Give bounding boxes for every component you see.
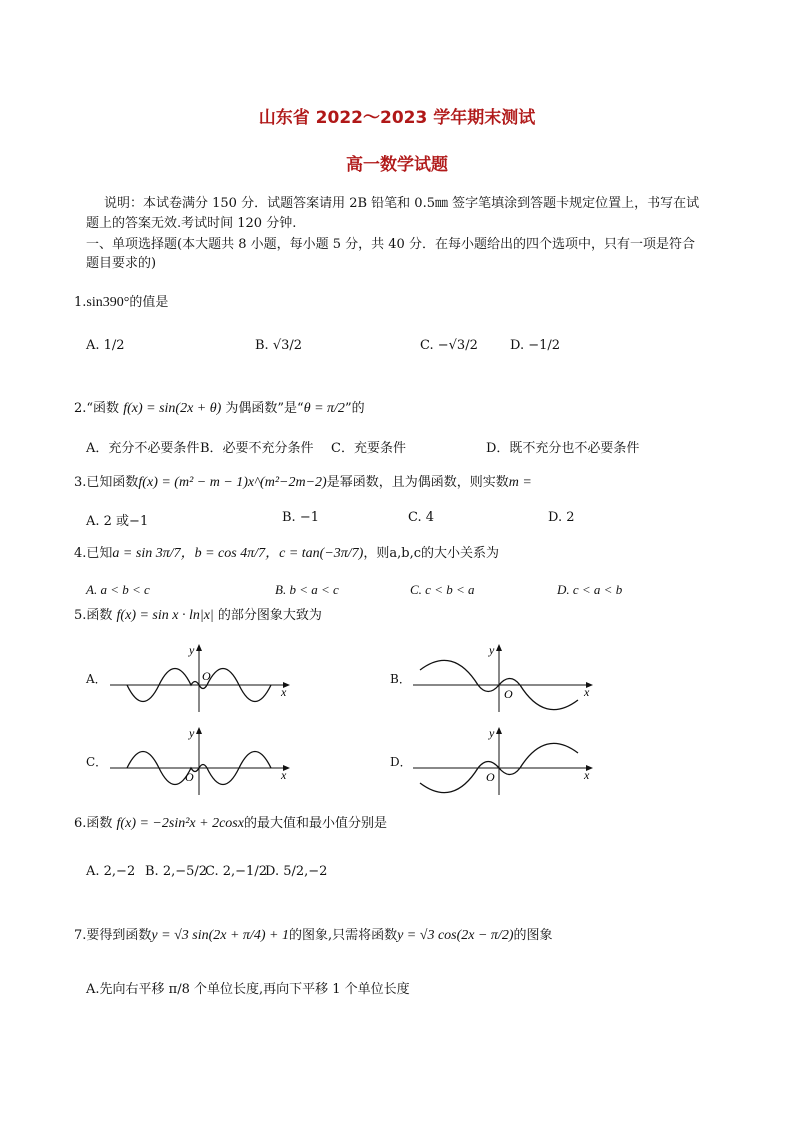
svg-text:x: x — [281, 685, 287, 699]
question-3-option-b[interactable]: B. −1 — [282, 510, 319, 525]
question-3-option-a[interactable]: A. 2 或−1 — [86, 514, 149, 529]
svg-text:y: y — [189, 643, 195, 657]
exam-title: 山东省 2022～2023 学年期末测试 — [258, 108, 536, 128]
question-1-option-b[interactable]: B. √3/2 — [255, 338, 303, 353]
question-4-option-a[interactable]: A. a < b < c — [86, 582, 150, 597]
question-1-option-c[interactable]: C. −√3/2 — [420, 338, 478, 353]
svg-text:y: y — [189, 726, 195, 740]
exam-subtitle: 高一数学试题 — [346, 155, 448, 175]
question-4-option-b[interactable]: B. b < a < c — [275, 582, 339, 597]
question-4-option-c[interactable]: C. c < b < a — [410, 582, 475, 597]
question-2-option-b[interactable]: B．必要不充分条件 — [200, 441, 314, 456]
question-1-option-a[interactable]: A. 1/2 — [86, 338, 125, 353]
question-5-graph-b[interactable] — [408, 640, 598, 715]
section-heading-line-1: 一、单项选择题(本大题共 8 小题，每小题 5 分，共 40 分．在每小题给出的四个选项中，只有一项是符合 — [86, 237, 695, 252]
instructions-line-1: 说明：本试卷满分 150 分．试题答案请用 2B 铅笔和 0.5㎜ 签字笔填涂到答题卡规定位置上，书写在试 — [104, 196, 700, 211]
svg-text:y: y — [489, 643, 495, 657]
question-1-text: 的值是 — [129, 295, 169, 310]
question-7-option-a[interactable]: A.先向右平移 π/8 个单位长度,再向下平移 1 个单位长度 — [86, 982, 410, 997]
question-6-stem: 6.函数 f(x) = −2sin²x + 2cosx的最大值和最小值分别是 — [74, 816, 387, 831]
question-3-stem: 3.已知函数f(x) = (m² − m − 1)x^(m²−2m−2)是幂函数，且为偶函数，则实数m = — [74, 475, 532, 490]
question-6-option-c[interactable]: C. 2,−1/2 — [205, 864, 267, 879]
question-5-stem: 5.函数 f(x) = sin x · ln|x| 的部分图象大致为 — [74, 608, 322, 623]
question-1-option-d[interactable]: D. −1/2 — [510, 338, 561, 353]
section-heading-line-2: 题目要求的) — [86, 256, 157, 271]
svg-text:y: y — [489, 726, 495, 740]
svg-text:x: x — [584, 768, 590, 782]
svg-text:O: O — [486, 770, 495, 784]
question-6-option-a[interactable]: A. 2,−2 — [86, 864, 136, 879]
question-number: 1. — [74, 295, 87, 310]
question-2-option-c[interactable]: C．充要条件 — [331, 441, 406, 456]
question-5-option-d-label[interactable]: D． — [390, 755, 412, 769]
instructions-line-2: 题上的答案无效.考试时间 120 分钟. — [86, 216, 297, 231]
question-4-stem: 4.已知a = sin 3π/7，b = cos 4π/7，c = tan(−3π/7)，则a,b,c的大小关系为 — [74, 546, 499, 561]
question-7-stem: 7.要得到函数y = √3 sin(2x + π/4) + 1的图象,只需将函数y = √3 cos(2x − π/2)的图象 — [74, 928, 553, 943]
question-5-option-c-label[interactable]: C． — [86, 755, 108, 769]
question-3-option-c[interactable]: C. 4 — [408, 510, 435, 525]
question-3-option-d[interactable]: D. 2 — [548, 510, 575, 525]
question-5-graph-c[interactable] — [105, 723, 295, 798]
question-5-graph-a[interactable] — [105, 640, 295, 715]
question-2-option-d[interactable]: D．既不充分也不必要条件 — [486, 441, 640, 456]
question-1-math: sin390° — [86, 295, 130, 310]
question-1-stem — [74, 294, 168, 312]
svg-text:x: x — [584, 685, 590, 699]
question-2-option-a[interactable]: A．充分不必要条件 — [86, 441, 200, 456]
question-5-option-b-label[interactable]: B． — [390, 672, 411, 686]
question-2-stem: 2.“函数 f(x) = sin(2x + θ) 为偶函数”是“θ = π/2”的 — [74, 401, 365, 416]
question-5-graph-d[interactable] — [408, 723, 598, 798]
question-5-option-a-label[interactable]: A． — [86, 672, 107, 686]
question-4-option-d[interactable]: D. c < a < b — [557, 582, 623, 597]
svg-text:O: O — [202, 669, 211, 683]
question-6-option-b[interactable]: B. 2,−5/2 — [145, 864, 208, 879]
question-6-option-d[interactable]: D. 5/2,−2 — [265, 864, 328, 879]
svg-text:x: x — [281, 768, 287, 782]
svg-text:O: O — [185, 770, 194, 784]
svg-text:O: O — [504, 687, 513, 701]
